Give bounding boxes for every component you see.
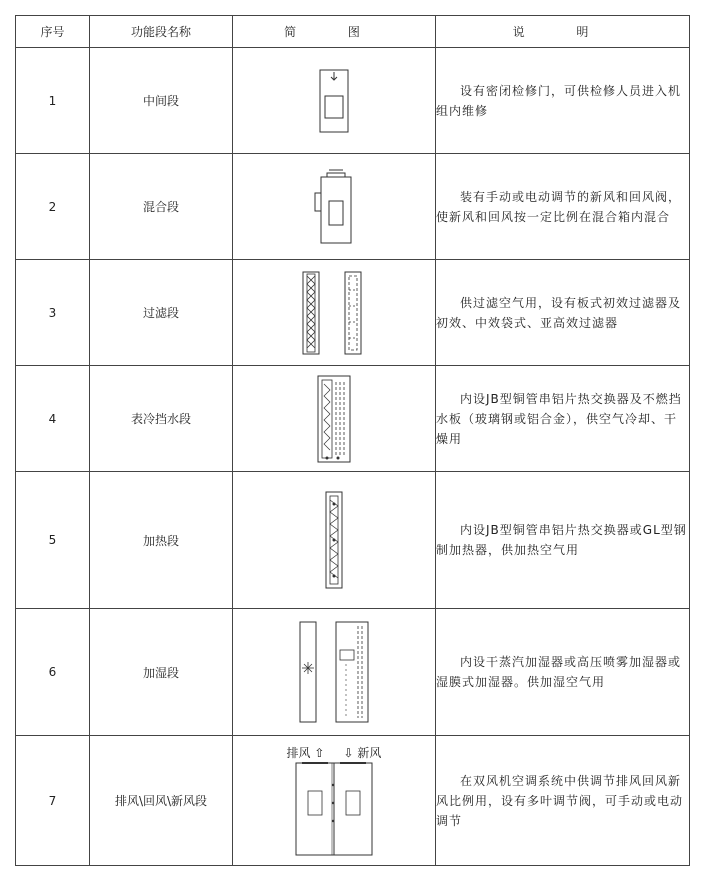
row-diagram xyxy=(233,366,436,472)
header-name: 功能段名称 xyxy=(90,16,233,48)
row-name: 中间段 xyxy=(90,48,233,154)
table-row xyxy=(16,736,690,866)
row-diagram xyxy=(233,48,436,154)
row-desc-text: 内设JB型铜管串铝片热交换器及不燃挡水板（玻璃钢或铝合金），供空气冷却、干燥用 xyxy=(436,391,682,446)
row-diagram xyxy=(233,260,436,366)
row-desc xyxy=(436,366,690,472)
row-desc xyxy=(436,48,690,154)
cooling-coil-section-diagram xyxy=(314,374,354,464)
row-desc-text: 供过滤空气用，设有板式初效过滤器及初效、中效袋式、亚高效过滤器 xyxy=(436,295,682,330)
row-desc-text: 设有密闭检修门，可供检修人员进入机组内维修 xyxy=(436,83,682,118)
row-desc-text: 内设干蒸汽加湿器或高压喷雾加湿器或湿膜式加湿器。供加湿空气用 xyxy=(436,655,682,689)
table-row xyxy=(16,260,690,366)
row-index: 3 xyxy=(16,260,90,366)
row-diagram xyxy=(233,154,436,260)
header-desc xyxy=(436,16,690,48)
row-desc xyxy=(436,472,690,609)
mixing-section-diagram xyxy=(309,167,359,247)
header-desc-label: 说 明 xyxy=(512,25,613,39)
row-index: 1 xyxy=(16,48,90,154)
row-name: 加热段 xyxy=(90,472,233,609)
row-desc xyxy=(436,260,690,366)
row-desc-text: 装有手动或电动调节的新风和回风阀，使新风和回风按一定比例在混合箱内混合 xyxy=(436,189,682,224)
exhaust-arrow-icon: ⇧ xyxy=(314,745,325,760)
row-index: 5 xyxy=(16,472,90,609)
fresh-arrow-icon: ⇩ xyxy=(343,745,354,760)
row-desc-text: 在双风机空调系统中供调节排风回风新风比例用，设有多叶调节阀，可手动或电动调节 xyxy=(436,773,684,828)
function-section-table xyxy=(15,15,690,866)
exhaust-label: 排风 xyxy=(286,745,311,760)
exhaust-return-fresh-section-diagram xyxy=(292,761,376,857)
row-name: 混合段 xyxy=(90,154,233,260)
heating-section-diagram xyxy=(322,490,346,590)
table-row xyxy=(16,48,690,154)
row-index: 2 xyxy=(16,154,90,260)
row-name: 表冷挡水段 xyxy=(90,366,233,472)
filter-section-diagram xyxy=(299,270,369,356)
row-diagram xyxy=(233,472,436,609)
table-row xyxy=(16,154,690,260)
header-diagram xyxy=(233,16,436,48)
fresh-label: 新风 xyxy=(357,745,382,760)
header-diagram-label: 简 图 xyxy=(284,25,384,39)
table-row xyxy=(16,472,690,609)
row-desc xyxy=(436,609,690,736)
row-name: 加湿段 xyxy=(90,609,233,736)
row-index: 6 xyxy=(16,609,90,736)
middle-section-diagram xyxy=(314,66,354,136)
row-name: 排风\回风\新风段 xyxy=(90,736,233,866)
row-name: 过滤段 xyxy=(90,260,233,366)
table-row xyxy=(16,366,690,472)
row-diagram xyxy=(233,736,436,866)
humidifier-section-diagram xyxy=(296,620,372,724)
header-index: 序号 xyxy=(16,16,90,48)
table-row xyxy=(16,609,690,736)
table-header-row xyxy=(16,16,690,48)
row-index: 7 xyxy=(16,736,90,866)
airflow-labels xyxy=(233,745,435,761)
row-index: 4 xyxy=(16,366,90,472)
row-diagram xyxy=(233,609,436,736)
row-desc xyxy=(436,736,690,866)
row-desc xyxy=(436,154,690,260)
row-desc-text: 内设JB型铜管串铝片热交换器或GL型钢制加热器，供加热空气用 xyxy=(436,523,687,557)
